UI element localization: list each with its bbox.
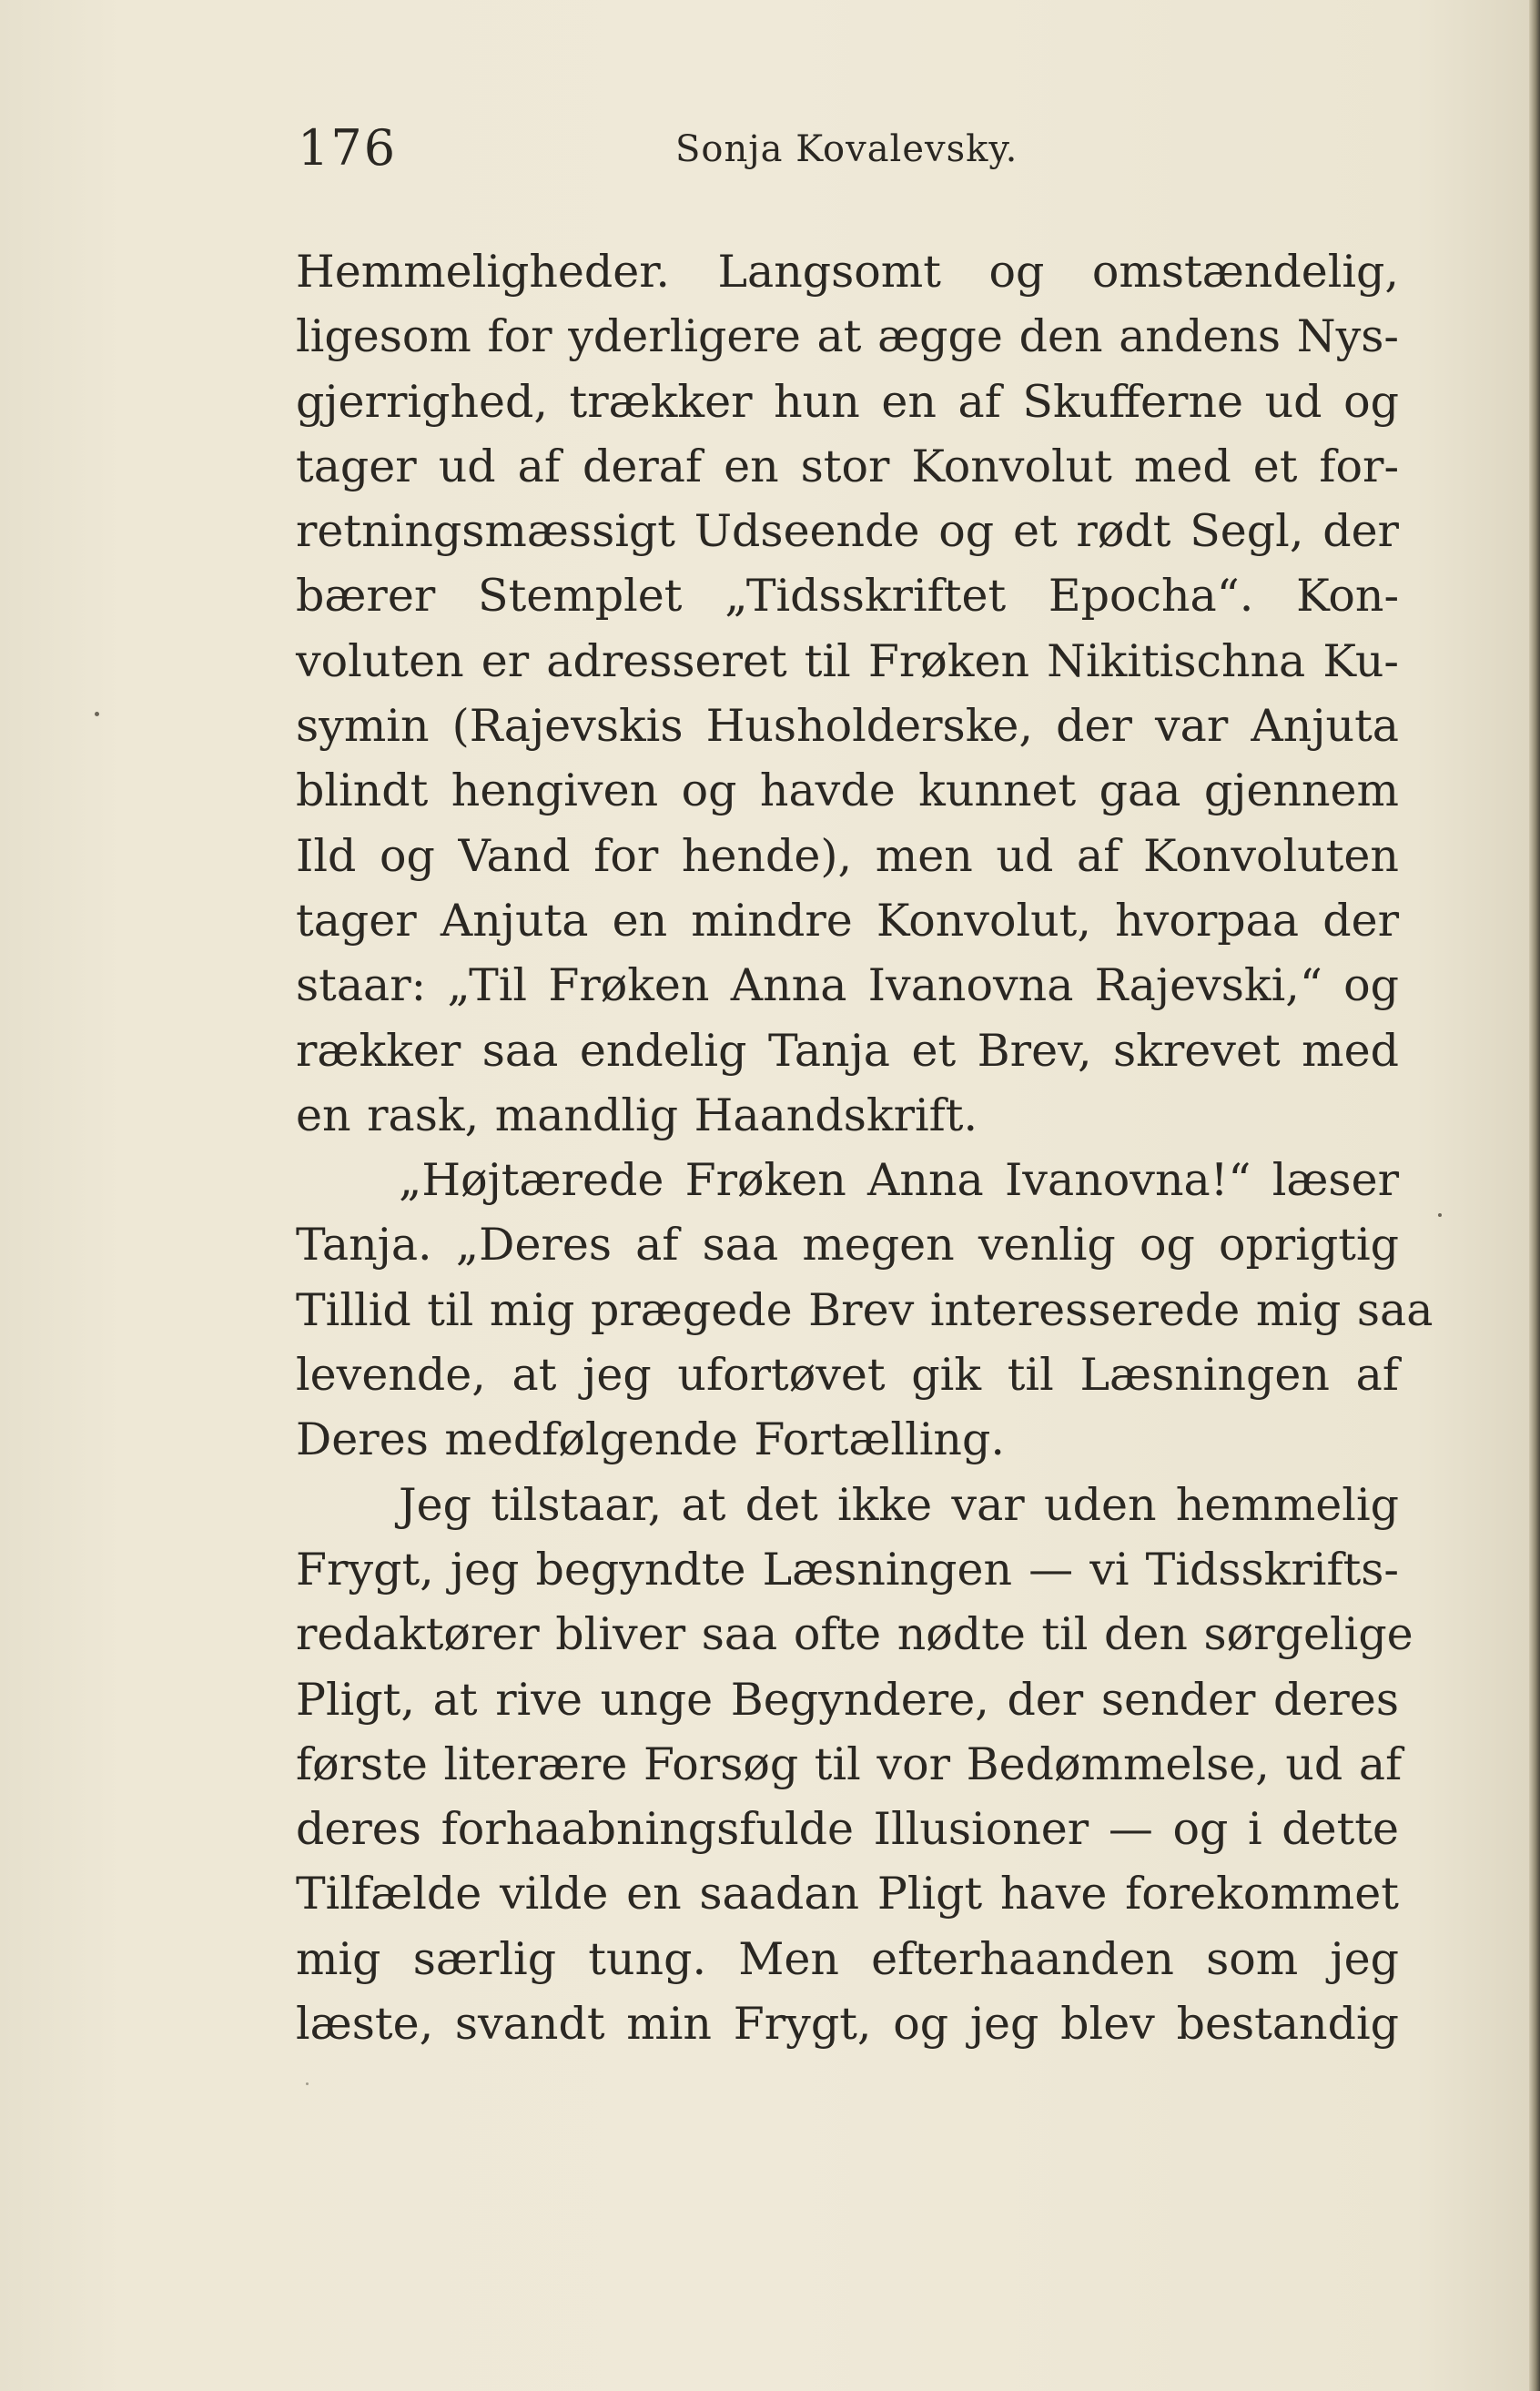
text-line: voluten er adresseret til Frøken Nikitischna Ku- xyxy=(296,634,1399,687)
text-line: bærer Stemplet „Tidsskriftet Epocha“. Kon- xyxy=(296,570,1399,623)
paper-speck xyxy=(1438,1213,1442,1217)
body-text xyxy=(296,239,1434,2056)
text-line: retningsmæssigt Udseende og et rødt Segl, der xyxy=(296,505,1399,558)
paper-speck xyxy=(95,712,99,716)
text-line: Tilfælde vilde en saadan Pligt have forekommet xyxy=(296,1868,1399,1920)
text-line: symin (Rajevskis Husholderske, der var Anjuta xyxy=(296,700,1399,753)
text-line: redaktører bliver saa ofte nødte til den sørgelige xyxy=(296,1608,1413,1661)
text-line: Frygt, jeg begyndte Læsningen — vi Tidsskrifts- xyxy=(296,1543,1399,1596)
text-line: Jeg tilstaar, at det ikke var uden hemmelig xyxy=(399,1478,1399,1531)
text-line: første literære Forsøg til vor Bedømmelse, ud af xyxy=(296,1738,1403,1790)
text-line: „Højtærede Frøken Anna Ivanovna!“ læser xyxy=(399,1154,1399,1207)
text-line: en rask, mandlig Haandskrift. xyxy=(296,1089,978,1141)
text-line: Ild og Vand for hende), men ud af Konvoluten xyxy=(296,829,1399,882)
page-header xyxy=(298,117,1390,180)
text-line: Deres medfølgende Fortælling. xyxy=(296,1413,1005,1466)
text-line: rækker saa endelig Tanja et Brev, skrevet med xyxy=(296,1024,1399,1077)
text-line: Tanja. „Deres af saa megen venlig og oprigtig xyxy=(296,1219,1399,1271)
text-line: Tillid til mig prægede Brev interesserede mig saa xyxy=(296,1283,1434,1336)
text-line: læste, svandt min Frygt, og jeg blev bestandig xyxy=(296,1998,1399,2051)
text-line: staar: „Til Frøken Anna Ivanovna Rajevski,“ og xyxy=(296,959,1399,1012)
running-title: Sonja Kovalevsky. xyxy=(675,128,1018,170)
text-line: tager Anjuta en mindre Konvolut, hvorpaa der xyxy=(296,894,1399,947)
text-line: gjerrighed, trækker hun en af Skufferne ud og xyxy=(296,375,1399,428)
page-edge-shadow xyxy=(1529,0,1540,2391)
paper-speck xyxy=(306,2082,309,2085)
text-line: deres forhaabningsfulde Illusioner — og i dette xyxy=(296,1803,1399,1856)
page-number: 176 xyxy=(298,119,398,177)
text-line: blindt hengiven og havde kunnet gaa gjennem xyxy=(296,765,1399,817)
text-line: ligesom for yderligere at ægge den andens Nys- xyxy=(296,310,1399,363)
text-line: mig særlig tung. Men efterhaanden som jeg xyxy=(296,1932,1399,1985)
text-line: tager ud af deraf en stor Konvolut med et for- xyxy=(296,440,1399,492)
text-line: Pligt, at rive unge Begyndere, der sender deres xyxy=(296,1673,1399,1726)
text-line: Hemmeligheder. Langsomt og omstændelig, xyxy=(296,246,1399,298)
text-line: levende, at jeg ufortøvet gik til Læsningen af xyxy=(296,1349,1399,1402)
